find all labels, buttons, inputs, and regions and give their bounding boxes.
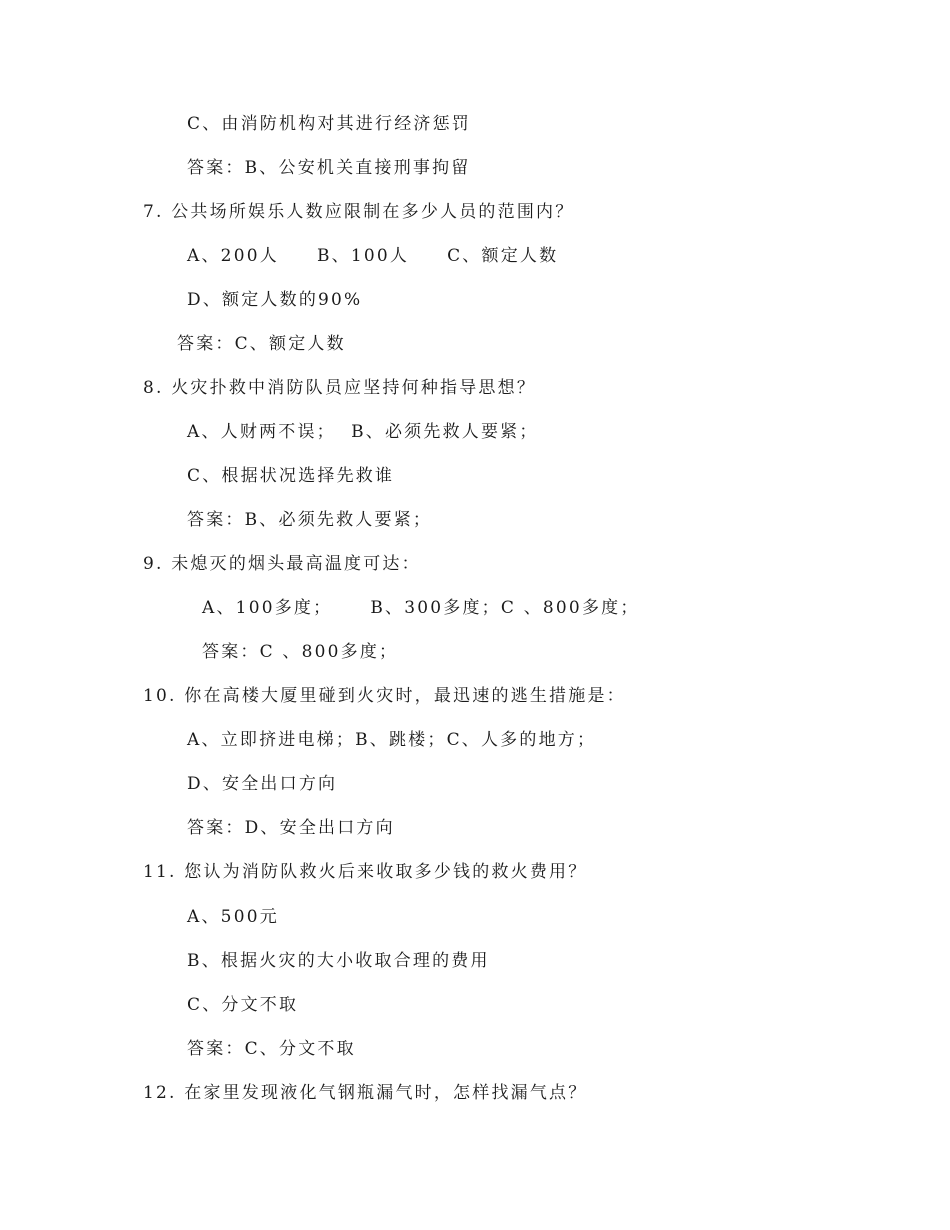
options-q10: A、立即挤进电梯；B、跳楼；C、人多的地方；	[187, 730, 597, 750]
option-d-q7: D、额定人数的90%	[187, 290, 363, 310]
question-9: 9. 未熄灭的烟头最高温度可达：	[143, 554, 421, 574]
question-8: 8. 火灾扑救中消防队员应坚持何种指导思想？	[143, 378, 537, 398]
answer-q8: 答案：B、必须先救人要紧；	[187, 510, 433, 530]
answer-q7: 答案：C、额定人数	[177, 334, 346, 354]
answer-q11: 答案：C、分文不取	[187, 1039, 356, 1059]
question-10: 10. 你在高楼大厦里碰到火灾时，最迅速的逃生措施是：	[143, 686, 626, 706]
question-7: 7. 公共场所娱乐人数应限制在多少人员的范围内？	[143, 202, 575, 222]
option-c-q11: C、分文不取	[187, 995, 299, 1015]
question-11: 11. 您认为消防队救火后来收取多少钱的救火费用？	[143, 862, 588, 882]
answer-q10: 答案：D、安全出口方向	[187, 818, 395, 838]
options-q9: A、100多度； B、300多度；C 、800多度；	[202, 598, 640, 618]
option-c-q8: C、根据状况选择先救谁	[187, 466, 395, 486]
options-q7: A、200人 B、100人 C、额定人数	[187, 246, 559, 266]
option-c-q6: C、由消防机构对其进行经济惩罚	[187, 114, 472, 134]
option-a-q11: A、500元	[187, 907, 279, 927]
answer-q9: 答案：C 、800多度；	[202, 642, 399, 662]
question-12: 12. 在家里发现液化气钢瓶漏气时，怎样找漏气点？	[143, 1083, 588, 1103]
answer-q6: 答案：B、公安机关直接刑事拘留	[187, 158, 471, 178]
options-q8: A、人财两不误； B、必须先救人要紧；	[187, 422, 539, 442]
option-d-q10: D、安全出口方向	[187, 774, 338, 794]
option-b-q11: B、根据火灾的大小收取合理的费用	[187, 951, 490, 971]
